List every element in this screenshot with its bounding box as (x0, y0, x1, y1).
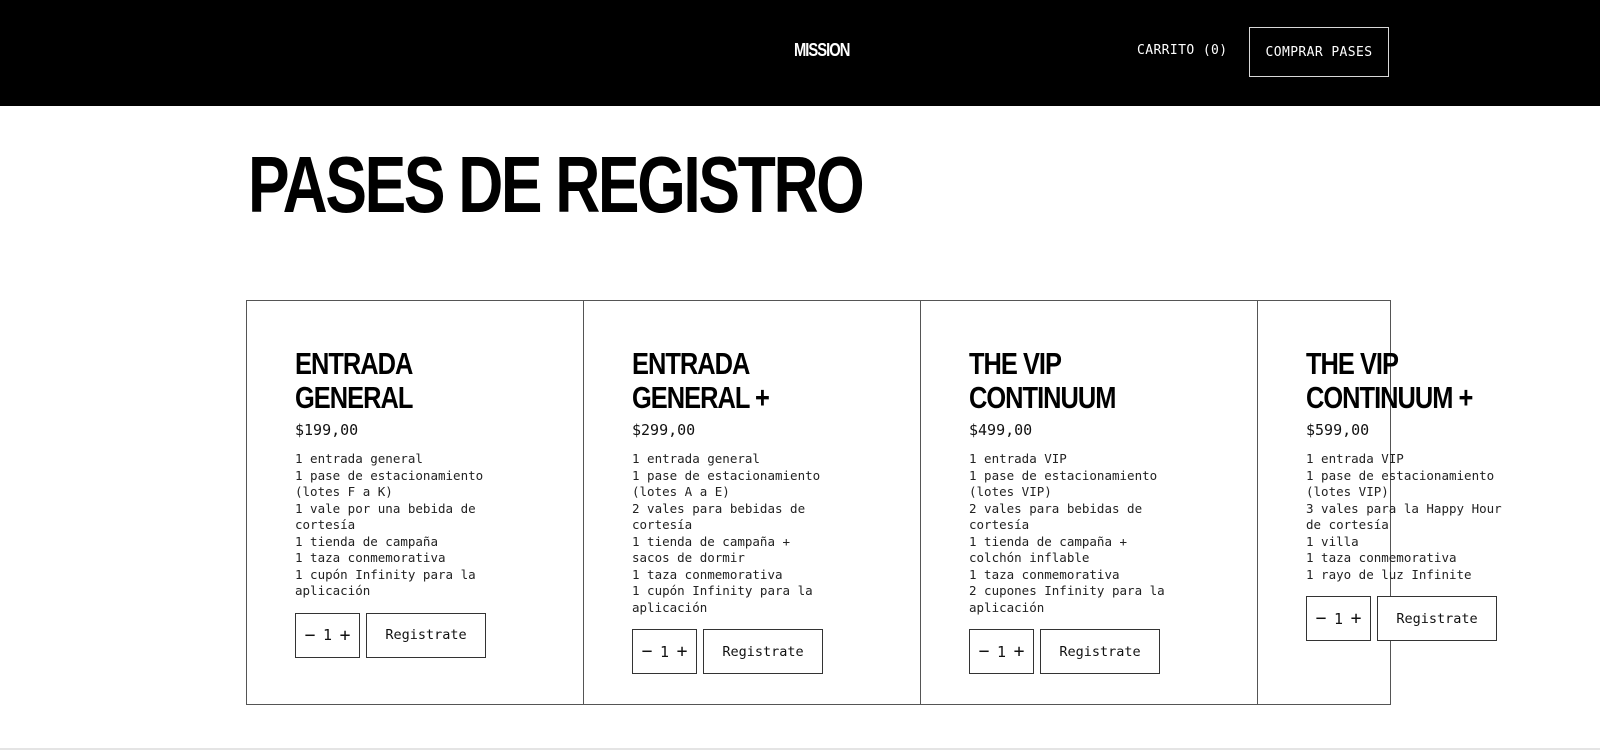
plus-icon[interactable]: + (1011, 641, 1027, 662)
pass-name: ENTRADA GENERAL (295, 346, 413, 415)
feature-item: 1 tienda de campaña + colchón inflable (969, 533, 1128, 565)
feature-item: 2 cupones Infinity para la aplicación (969, 583, 1165, 615)
pass-actions (295, 613, 535, 658)
feature-item: 2 vales para bebidas de cortesía (632, 500, 806, 532)
pass-card-vip-plus (1258, 301, 1594, 704)
pass-price: $299,00 (632, 421, 696, 439)
pass-features-list (1306, 451, 1546, 583)
pass-actions (632, 629, 872, 674)
pass-card-general-plus (584, 301, 921, 704)
feature-item: 1 entrada VIP (969, 451, 1067, 466)
feature-item: 1 entrada VIP (1306, 451, 1404, 466)
top-nav-bar (0, 0, 1600, 106)
quantity-stepper (295, 613, 360, 658)
pass-price: $499,00 (969, 421, 1033, 439)
feature-item: 1 entrada general (632, 451, 760, 466)
register-button[interactable]: Registrate (366, 613, 486, 658)
feature-item: 1 pase de estacionamiento (lotes F a K) (295, 467, 484, 499)
quantity-value: 1 (659, 642, 670, 661)
feature-item: 1 pase de estacionamiento (lotes VIP) (969, 467, 1158, 499)
pass-card-general (247, 301, 584, 704)
pass-actions (1306, 596, 1546, 641)
pass-price: $599,00 (1306, 421, 1370, 439)
feature-item: 1 vale por una bebida de cortesía (295, 500, 476, 532)
feature-item: 1 taza conmemorativa (1306, 550, 1457, 565)
quantity-value: 1 (1333, 609, 1344, 628)
pass-actions (969, 629, 1209, 674)
register-button[interactable]: Registrate (703, 629, 823, 674)
feature-item: 1 taza conmemorativa (295, 550, 446, 565)
feature-item: 1 tienda de campaña (295, 533, 438, 549)
feature-item: 1 tienda de campaña + sacos de dormir (632, 533, 791, 565)
feature-item: 1 villa (1306, 533, 1359, 549)
quantity-stepper (1306, 596, 1371, 641)
pass-price: $199,00 (295, 421, 359, 439)
feature-item: 1 taza conmemorativa (969, 566, 1120, 582)
feature-item: 1 pase de estacionamiento (lotes A a E) (632, 467, 821, 499)
feature-item: 1 rayo de luz Infinite (1306, 566, 1472, 582)
quantity-stepper (632, 629, 697, 674)
minus-icon[interactable]: − (1313, 608, 1329, 629)
buy-passes-button[interactable]: COMPRAR PASES (1249, 27, 1389, 77)
pass-card-vip (921, 301, 1258, 704)
feature-item: 1 cupón Infinity para la aplicación (295, 566, 476, 598)
quantity-value: 1 (322, 626, 333, 644)
plus-icon[interactable]: + (674, 641, 690, 662)
register-button[interactable]: Registrate (1377, 596, 1497, 641)
minus-icon[interactable]: − (302, 625, 318, 646)
pass-name: THE VIP CONTINUUM (969, 346, 1116, 415)
minus-icon[interactable]: − (976, 641, 992, 662)
feature-item: 1 pase de estacionamiento (lotes VIP) (1306, 467, 1495, 499)
quantity-stepper (969, 629, 1034, 674)
cart-link[interactable]: CARRITO (0) (1137, 43, 1228, 58)
pass-features-list (969, 451, 1209, 616)
pass-name: ENTRADA GENERAL + (632, 346, 769, 415)
feature-item: 3 vales para la Happy Hour de cortesía (1306, 500, 1502, 532)
register-button[interactable]: Registrate (1040, 629, 1160, 674)
plus-icon[interactable]: + (337, 625, 353, 646)
pass-cards-grid (246, 300, 1502, 705)
page-title: PASES DE REGISTRO (248, 140, 863, 229)
pass-features-list (632, 451, 872, 616)
pass-name: THE VIP CONTINUUM + (1306, 346, 1473, 415)
feature-item: 2 vales para bebidas de cortesía (969, 500, 1143, 532)
plus-icon[interactable]: + (1348, 608, 1364, 629)
pass-features-list (295, 451, 535, 600)
mission-logo[interactable]: MISSION (794, 40, 850, 60)
feature-item: 1 taza conmemorativa (632, 566, 783, 582)
feature-item: 1 entrada general (295, 451, 423, 466)
quantity-value: 1 (996, 642, 1007, 661)
feature-item: 1 cupón Infinity para la aplicación (632, 583, 813, 615)
minus-icon[interactable]: − (639, 641, 655, 662)
